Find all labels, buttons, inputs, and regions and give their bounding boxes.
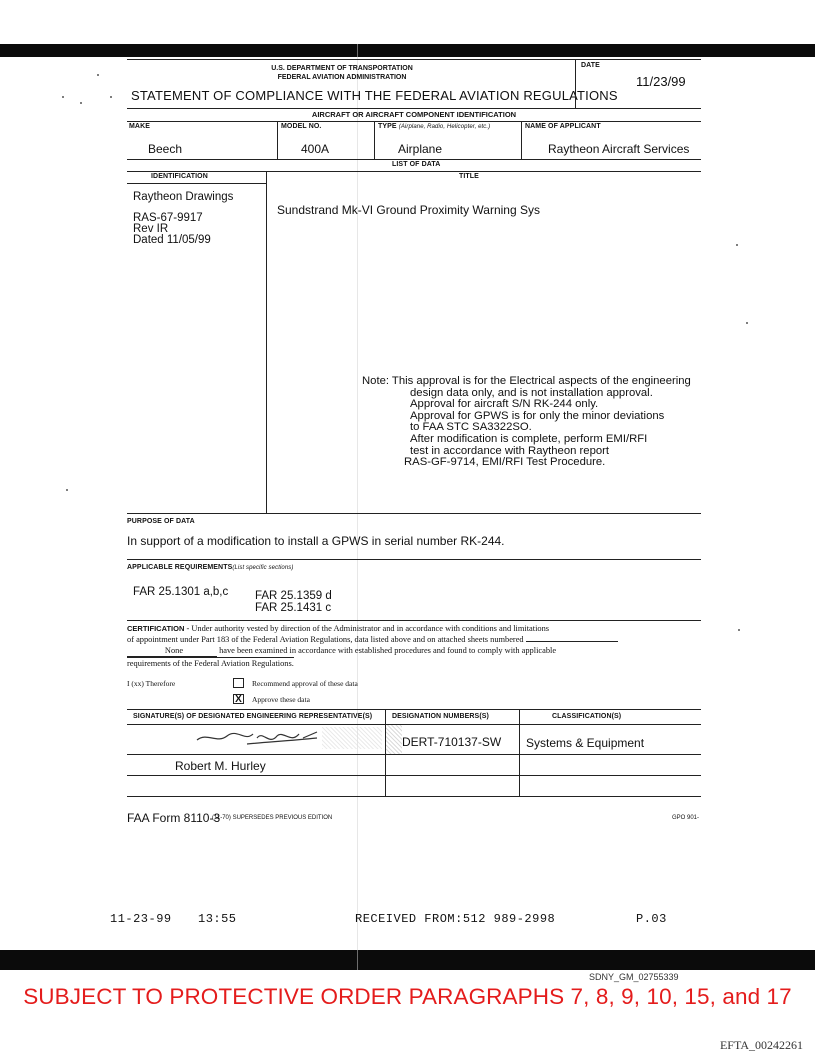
model-value: 400A bbox=[301, 142, 330, 156]
empty-cell bbox=[385, 776, 519, 796]
designation-cell bbox=[385, 725, 519, 754]
identification-text bbox=[133, 192, 233, 246]
date-value: 11/23/99 bbox=[636, 74, 686, 89]
scan-top-bar bbox=[0, 44, 815, 57]
requirement-item: FAR 25.1301 a,b,c bbox=[133, 586, 229, 598]
note-line: Approval for GPWS is for only the minor deviations bbox=[410, 409, 665, 422]
identification-column bbox=[127, 172, 267, 513]
note-line: After modification is complete, perform EMI/RFI bbox=[410, 432, 648, 445]
certification-section bbox=[127, 621, 701, 710]
bates-number: SDNY_GM_02755339 bbox=[589, 972, 679, 982]
purpose-value: In support of a modification to install a GPWS in serial number RK-244. bbox=[127, 534, 505, 548]
note-line: test in accordance with Raytheon report bbox=[410, 444, 610, 457]
signer-name: Robert M. Hurley bbox=[175, 759, 266, 773]
signature-header-row bbox=[127, 710, 701, 725]
scan-speck bbox=[738, 629, 740, 631]
agency-block bbox=[217, 64, 467, 82]
therefore-label: I (xx) Therefore bbox=[127, 679, 176, 688]
purpose-row bbox=[127, 514, 701, 560]
note-line: Approval for aircraft S/N RK-244 only. bbox=[410, 398, 599, 411]
title-column bbox=[267, 172, 701, 513]
type-value: Airplane bbox=[398, 142, 443, 156]
model-label: MODEL NO. bbox=[281, 123, 322, 130]
make-cell bbox=[127, 122, 277, 159]
list-of-data-label: LIST OF DATA bbox=[392, 161, 441, 168]
note-line: RAS-GF-9714, EMI/RFI Test Procedure. bbox=[404, 456, 606, 469]
designation-value: DERT-710137-SW bbox=[402, 735, 502, 749]
note-line: Note: This approval is for the Electrical aspects of the engineering bbox=[362, 375, 691, 387]
signature-label-cell bbox=[127, 710, 385, 724]
form-header bbox=[127, 59, 701, 109]
identification-line: Dated 11/05/99 bbox=[133, 234, 211, 246]
signer-name-row bbox=[127, 755, 701, 776]
sheets-numbered-value: None bbox=[127, 645, 217, 657]
requirements-label-text: APPLICABLE REQUIREMENTS bbox=[127, 564, 233, 571]
model-cell bbox=[277, 122, 374, 159]
scan-speck bbox=[66, 489, 68, 491]
empty-cell bbox=[385, 755, 519, 775]
handwritten-signature bbox=[187, 728, 337, 750]
identification-line: RAS-67-9917 bbox=[133, 212, 203, 224]
date-label: DATE bbox=[581, 62, 600, 69]
form-number: FAA Form 8110-3 bbox=[127, 811, 221, 825]
fax-date: 11-23-99 bbox=[110, 912, 172, 926]
empty-cell bbox=[519, 776, 701, 796]
approve-label: Approve these data bbox=[252, 695, 310, 704]
scan-speck bbox=[736, 244, 738, 246]
applicant-label: NAME OF APPLICANT bbox=[525, 123, 601, 130]
designation-label: DESIGNATION NUMBERS(S) bbox=[392, 713, 489, 720]
recommend-checkbox[interactable] bbox=[233, 678, 244, 688]
make-label: MAKE bbox=[129, 123, 151, 130]
requirements-row bbox=[127, 560, 701, 621]
scan-speck bbox=[110, 96, 112, 98]
requirements-hint: (List specific sections) bbox=[232, 565, 294, 571]
approval-note bbox=[362, 376, 702, 469]
make-value: Beech bbox=[148, 142, 183, 156]
data-title: Sundstrand Mk-VI Ground Proximity Warning Sys bbox=[277, 203, 540, 217]
certification-label: CERTIFICATION bbox=[127, 624, 185, 633]
cert-line-4: requirements of the Federal Aviation Regulations. bbox=[127, 659, 294, 668]
empty-cell bbox=[519, 755, 701, 775]
signer-name-cell bbox=[127, 755, 385, 775]
scan-stipple bbox=[386, 725, 402, 754]
scan-speck bbox=[97, 74, 99, 76]
scan-speck bbox=[80, 102, 82, 104]
scan-speck bbox=[746, 322, 748, 324]
approve-checkbox[interactable]: X bbox=[233, 694, 244, 704]
applicant-cell bbox=[521, 122, 701, 159]
cert-text-1: - Under authority vested by direction of the Administrator and in accordance with conditions and limitations bbox=[184, 624, 550, 633]
list-of-data-table bbox=[127, 172, 701, 514]
form-footer bbox=[127, 811, 701, 827]
type-hint: (Airplane, Radio, Helicopter, etc.) bbox=[398, 124, 491, 130]
identification-label: IDENTIFICATION bbox=[151, 173, 208, 180]
title-label: TITLE bbox=[459, 173, 479, 180]
purpose-label: PURPOSE OF DATA bbox=[127, 518, 195, 525]
type-cell bbox=[374, 122, 521, 159]
cert-line-3 bbox=[127, 645, 701, 657]
certification-text bbox=[127, 623, 701, 669]
efta-number: EFTA_00242261 bbox=[719, 1038, 803, 1052]
scan-speck bbox=[62, 96, 64, 98]
classification-label-cell bbox=[519, 710, 701, 724]
requirement-item: FAR 25.1431 c bbox=[255, 602, 332, 614]
identification-header: AIRCRAFT OR AIRCRAFT COMPONENT IDENTIFICATION bbox=[127, 109, 701, 122]
scan-bottom-bar bbox=[0, 950, 815, 970]
fax-page-number: P.03 bbox=[636, 912, 667, 926]
identification-divider bbox=[127, 183, 267, 184]
form-title: STATEMENT OF COMPLIANCE WITH THE FEDERAL AVIATION REGULATIONS bbox=[131, 88, 618, 103]
type-label bbox=[378, 123, 490, 130]
designation-label-cell bbox=[385, 710, 519, 724]
requirements-label bbox=[127, 564, 293, 571]
blank-signature-row bbox=[127, 776, 701, 797]
supersedes-note: (11-70) SUPERSEDES PREVIOUS EDITION bbox=[212, 815, 333, 821]
note-line: to FAA STC SA3322SO. bbox=[410, 421, 532, 434]
note-line: design data only, and is not installation approval. bbox=[410, 386, 653, 399]
classification-cell bbox=[519, 725, 701, 754]
agency-line-1: U.S. DEPARTMENT OF TRANSPORTATION bbox=[271, 65, 413, 72]
gpo-number: GPO 901- bbox=[671, 815, 699, 821]
aircraft-row bbox=[127, 122, 701, 160]
type-label-text: TYPE bbox=[378, 123, 397, 130]
signature-row bbox=[127, 725, 701, 755]
identification-line: Raytheon Drawings bbox=[133, 191, 234, 203]
signature-label: SIGNATURE(S) OF DESIGNATED ENGINEERING REPRESENTATIVE(S) bbox=[133, 713, 373, 720]
cert-text-2: of appointment under Part 183 of the Federal Aviation Regulations, data listed above and on attached sheets numbered bbox=[127, 635, 524, 644]
agency-line-2: FEDERAL AVIATION ADMINISTRATION bbox=[277, 74, 407, 81]
classification-value: Systems & Equipment bbox=[526, 736, 645, 750]
date-cell bbox=[575, 60, 701, 108]
signature-cell bbox=[127, 725, 385, 754]
fax-time: 13:55 bbox=[198, 912, 237, 926]
classification-label: CLASSIFICATION(S) bbox=[552, 713, 622, 720]
recommend-label: Recommend approval of these data bbox=[252, 679, 358, 688]
requirement-item: FAR 25.1359 d bbox=[255, 590, 332, 602]
protective-order-notice: SUBJECT TO PROTECTIVE ORDER PARAGRAPHS 7, 8, 9, 10, 15, and 17 bbox=[23, 984, 792, 1009]
scan-stipple bbox=[322, 727, 382, 749]
list-of-data-row bbox=[127, 160, 701, 172]
sheets-blank bbox=[526, 641, 618, 642]
applicant-value: Raytheon Aircraft Services bbox=[548, 142, 690, 156]
cert-line-2 bbox=[127, 634, 701, 645]
cert-text-3: have been examined in accordance with established procedures and found to comply with applicable bbox=[219, 646, 557, 655]
fax-received-from: RECEIVED FROM:512 989-2998 bbox=[355, 912, 556, 926]
faa-form-8110-3 bbox=[127, 59, 701, 797]
identification-line: Rev IR bbox=[133, 223, 169, 235]
cert-line-1 bbox=[127, 623, 701, 634]
